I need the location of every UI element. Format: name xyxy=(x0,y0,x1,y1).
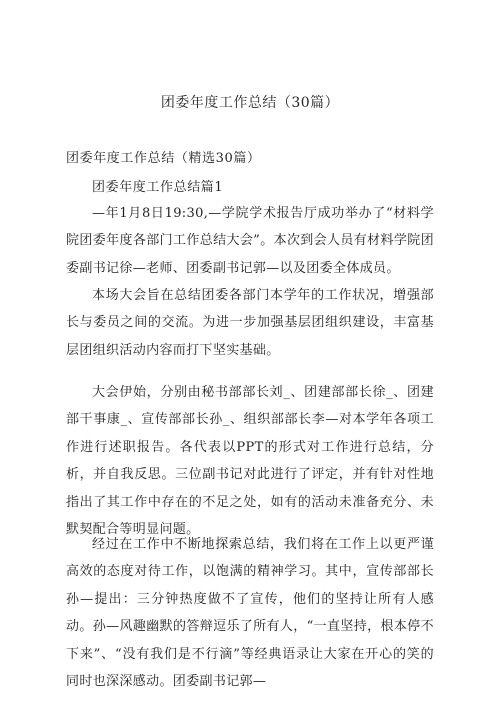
body-paragraph-1: —年1月8日19:30,—学院学术报告厅成功举办了“材料学院团委年度各部门工作总结大会”。本次到会人员有材料学院团委副书记徐—老师、团委副书记郭—以及团委全体成员。 xyxy=(66,206,434,276)
body-paragraph-3: 大会伊始，分别由秘书部部长刘_、团建部部长徐_、团建部干事康_、宣传部部长孙_、组织部部长李—对本学年各项工作进行述职报告。各代表以PPT的形式对工作进行总结，分析，并自我反思。三位副书记对此进行了评定，并有针对性地指出了其工作中存在的不足之处，如有的活动未准备充分、未默契配合等明显问题。 xyxy=(66,385,434,538)
document-subtitle: 团委年度工作总结（精选30篇） xyxy=(66,151,261,166)
article-heading: 团委年度工作总结篇1 xyxy=(92,180,224,195)
document-title: 团委年度工作总结（30篇） xyxy=(160,95,340,111)
body-paragraph-2: 本场大会旨在总结团委各部门本学年的工作状况，增强部长与委员之间的交流。为进一步加强基层团组织建设，丰富基层团组织活动内容而打下坚实基础。 xyxy=(66,288,434,358)
body-paragraph-4: 经过在工作中不断地探索总结，我们将在工作上以更严谨高效的态度对待工作，以饱满的精神学习。其中，宣传部部长孙—提出：三分钟热度做不了宣传，他们的坚持让所有人感动。孙—风趣幽默的答辩逗乐了所有人，“一直坚持，根本停不下来”、“没有我们是不行滴”等经典语录让大家在开心的笑的同时也深深感动。团委副书记郭— xyxy=(66,537,434,690)
